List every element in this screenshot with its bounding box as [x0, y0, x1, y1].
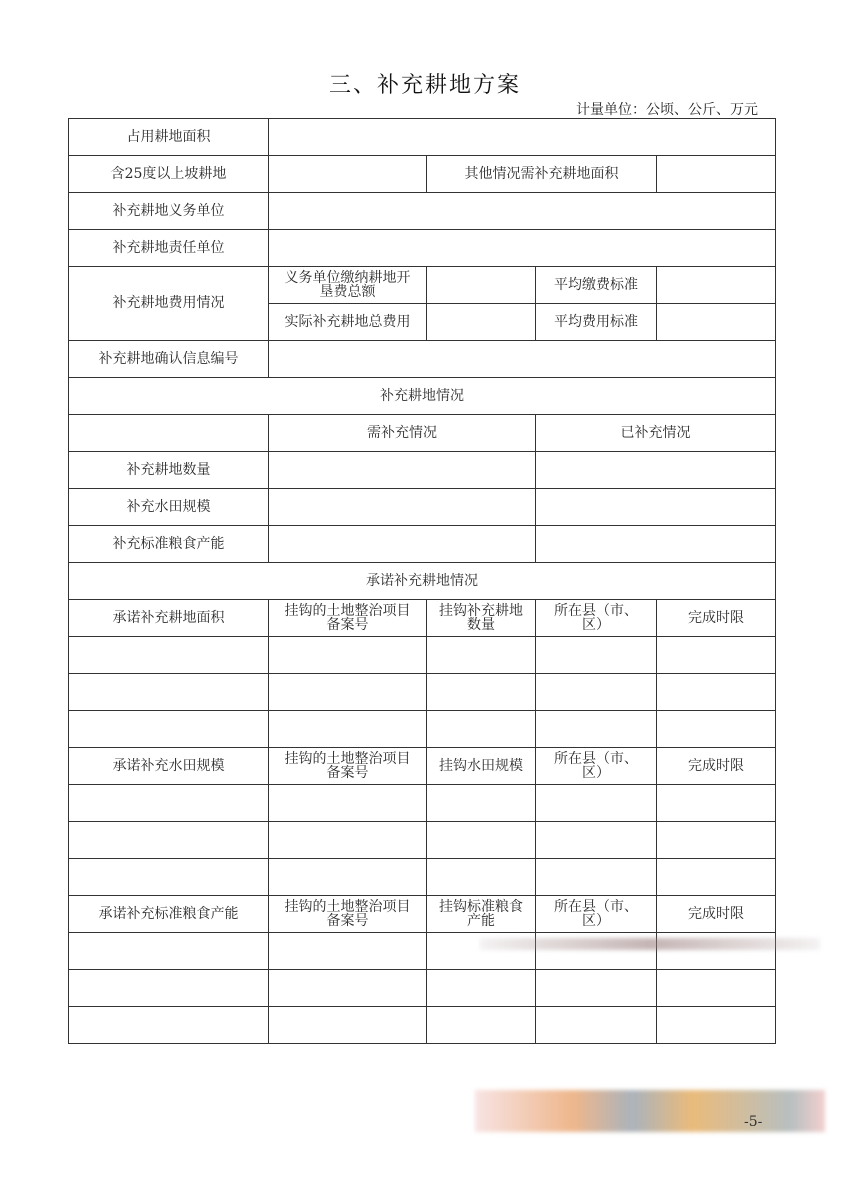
- row-supplement-columns: [69, 415, 776, 452]
- commitment-group-header: [69, 896, 776, 933]
- obligation-unit-label: 补充耕地义务单位: [69, 193, 269, 230]
- commit-col-deadline: 完成时限: [657, 748, 776, 785]
- commitment-group-header: [69, 600, 776, 637]
- actual-total-field[interactable]: [427, 304, 536, 341]
- other-need-area-label: 其他情况需补充耕地面积: [427, 156, 657, 193]
- supplement-need-field[interactable]: [269, 526, 536, 563]
- cell-input[interactable]: [657, 822, 776, 859]
- cell-input[interactable]: [536, 859, 657, 896]
- table-row: [69, 970, 776, 1007]
- commit-col-item: 承诺补充耕地面积: [69, 600, 269, 637]
- page-number: -5-: [744, 1114, 763, 1130]
- cell-input[interactable]: [427, 1007, 536, 1044]
- commit-col-project: [269, 896, 427, 933]
- supplement-row-label: 补充标准粮食产能: [69, 526, 269, 563]
- cell-input[interactable]: [657, 785, 776, 822]
- commit-col-project-line2: 备案号: [326, 617, 369, 633]
- cell-input[interactable]: [657, 1007, 776, 1044]
- cell-input[interactable]: [427, 822, 536, 859]
- cell-input[interactable]: [657, 859, 776, 896]
- table-row: [69, 452, 776, 489]
- row-obligation-unit: [69, 193, 776, 230]
- cell-input[interactable]: [269, 674, 427, 711]
- commit-col-item: 承诺补充水田规模: [69, 748, 269, 785]
- supplement-section-header: 补充耕地情况: [69, 378, 776, 415]
- cell-input[interactable]: [269, 859, 427, 896]
- paid-total-label-line1: 义务单位缴纳耕地开: [284, 270, 411, 286]
- commit-col-project: [269, 600, 427, 637]
- commit-col-deadline: 完成时限: [657, 600, 776, 637]
- slope-25-label: 含25度以上坡耕地: [69, 156, 269, 193]
- supplement-need-field[interactable]: [269, 452, 536, 489]
- paid-total-label-line2: 垦费总额: [319, 284, 376, 300]
- row-commitment-header: [69, 563, 776, 600]
- commit-col-county-line1: 所在县（市、: [554, 899, 638, 915]
- cell-input[interactable]: [69, 674, 269, 711]
- table-row: [69, 711, 776, 748]
- commit-col-project-line1: 挂钩的土地整治项目: [284, 751, 411, 767]
- confirm-no-label: 补充耕地确认信息编号: [69, 341, 269, 378]
- commit-col-linked-line1: 挂钩标准粮食: [439, 899, 523, 915]
- obligation-unit-field[interactable]: [269, 193, 776, 230]
- table-row: [69, 674, 776, 711]
- slope-25-field[interactable]: [269, 156, 427, 193]
- cell-input[interactable]: [269, 1007, 427, 1044]
- commit-col-project-line2: 备案号: [326, 765, 369, 781]
- commitment-group-header: [69, 748, 776, 785]
- row-cost-1: [69, 267, 776, 304]
- cell-input[interactable]: [427, 637, 536, 674]
- cell-input[interactable]: [427, 674, 536, 711]
- supplement-col-blank: [69, 415, 269, 452]
- table-row: [69, 489, 776, 526]
- cell-input[interactable]: [269, 970, 427, 1007]
- cell-input[interactable]: [536, 970, 657, 1007]
- commit-col-project: [269, 748, 427, 785]
- other-need-area-field[interactable]: [657, 156, 776, 193]
- commit-col-county-line2: 区）: [582, 617, 610, 633]
- scan-artifact: [480, 938, 820, 950]
- avg-cost-standard-field[interactable]: [657, 304, 776, 341]
- cell-input[interactable]: [69, 711, 269, 748]
- cell-input[interactable]: [657, 637, 776, 674]
- cell-input[interactable]: [69, 1007, 269, 1044]
- cell-input[interactable]: [69, 970, 269, 1007]
- avg-paid-standard-field[interactable]: [657, 267, 776, 304]
- cell-input[interactable]: [69, 933, 269, 970]
- cell-input[interactable]: [536, 637, 657, 674]
- scan-artifact: [475, 1090, 825, 1132]
- commit-col-linked-line2: 数量: [467, 617, 495, 633]
- cell-input[interactable]: [427, 711, 536, 748]
- commit-col-county: [536, 748, 657, 785]
- actual-total-label: 实际补充耕地总费用: [269, 304, 427, 341]
- cell-input[interactable]: [427, 970, 536, 1007]
- cell-input[interactable]: [536, 822, 657, 859]
- commitment-section-header: 承诺补充耕地情况: [69, 563, 776, 600]
- cell-input[interactable]: [657, 674, 776, 711]
- supplement-done-field[interactable]: [536, 452, 776, 489]
- paid-total-field[interactable]: [427, 267, 536, 304]
- cell-input[interactable]: [657, 970, 776, 1007]
- supplement-farmland-plan-table: [68, 118, 776, 1044]
- occupied-area-field[interactable]: [269, 119, 776, 156]
- cell-input[interactable]: [536, 1007, 657, 1044]
- row-occupied-area: [69, 119, 776, 156]
- cell-input[interactable]: [427, 859, 536, 896]
- table-row: [69, 1007, 776, 1044]
- cell-input[interactable]: [657, 711, 776, 748]
- supplement-done-field[interactable]: [536, 526, 776, 563]
- confirm-no-field[interactable]: [269, 341, 776, 378]
- cell-input[interactable]: [269, 933, 427, 970]
- commit-col-project-line1: 挂钩的土地整治项目: [284, 603, 411, 619]
- commit-col-linked-line1: 挂钩补充耕地: [439, 603, 523, 619]
- table-row: [69, 822, 776, 859]
- table-row: [69, 859, 776, 896]
- cell-input[interactable]: [536, 785, 657, 822]
- commit-col-linked: 挂钩水田规模: [427, 748, 536, 785]
- commit-col-county: [536, 896, 657, 933]
- cost-label: 补充耕地费用情况: [69, 267, 269, 341]
- table-row: [69, 526, 776, 563]
- unit-note: 计量单位：公顷、公斤、万元: [576, 102, 758, 118]
- commit-col-county-line1: 所在县（市、: [554, 751, 638, 767]
- commit-col-county-line2: 区）: [582, 913, 610, 929]
- supplement-col-done: 已补充情况: [536, 415, 776, 452]
- supplement-done-field[interactable]: [536, 489, 776, 526]
- commit-col-linked-line2: 产能: [467, 913, 495, 929]
- cell-input[interactable]: [269, 711, 427, 748]
- occupied-area-label: 占用耕地面积: [69, 119, 269, 156]
- commit-col-project-line1: 挂钩的土地整治项目: [284, 899, 411, 915]
- responsible-unit-field[interactable]: [269, 230, 776, 267]
- cell-input[interactable]: [69, 859, 269, 896]
- commit-col-linked: [427, 600, 536, 637]
- supplement-row-label: 补充水田规模: [69, 489, 269, 526]
- row-slope: [69, 156, 776, 193]
- page-title: 三、补充耕地方案: [328, 73, 521, 98]
- table-row: [69, 637, 776, 674]
- supplement-row-label: 补充耕地数量: [69, 452, 269, 489]
- row-confirm-no: [69, 341, 776, 378]
- row-responsible-unit: [69, 230, 776, 267]
- table-row: [69, 785, 776, 822]
- cell-input[interactable]: [536, 711, 657, 748]
- avg-paid-standard-label: 平均缴费标准: [536, 267, 657, 304]
- commit-col-county-line1: 所在县（市、: [554, 603, 638, 619]
- cell-input[interactable]: [69, 785, 269, 822]
- avg-cost-standard-label: 平均费用标准: [536, 304, 657, 341]
- supplement-need-field[interactable]: [269, 489, 536, 526]
- cell-input[interactable]: [427, 785, 536, 822]
- paid-total-label: [269, 267, 427, 304]
- cell-input[interactable]: [69, 637, 269, 674]
- row-supplement-header: [69, 378, 776, 415]
- cell-input[interactable]: [536, 674, 657, 711]
- commit-col-project-line2: 备案号: [326, 913, 369, 929]
- cell-input[interactable]: [69, 822, 269, 859]
- responsible-unit-label: 补充耕地责任单位: [69, 230, 269, 267]
- commit-col-county: [536, 600, 657, 637]
- commit-col-county-line2: 区）: [582, 765, 610, 781]
- supplement-col-need: 需补充情况: [269, 415, 536, 452]
- cell-input[interactable]: [269, 822, 427, 859]
- commit-col-deadline: 完成时限: [657, 896, 776, 933]
- commit-col-item: 承诺补充标准粮食产能: [69, 896, 269, 933]
- cell-input[interactable]: [269, 785, 427, 822]
- commit-col-linked: [427, 896, 536, 933]
- cell-input[interactable]: [269, 637, 427, 674]
